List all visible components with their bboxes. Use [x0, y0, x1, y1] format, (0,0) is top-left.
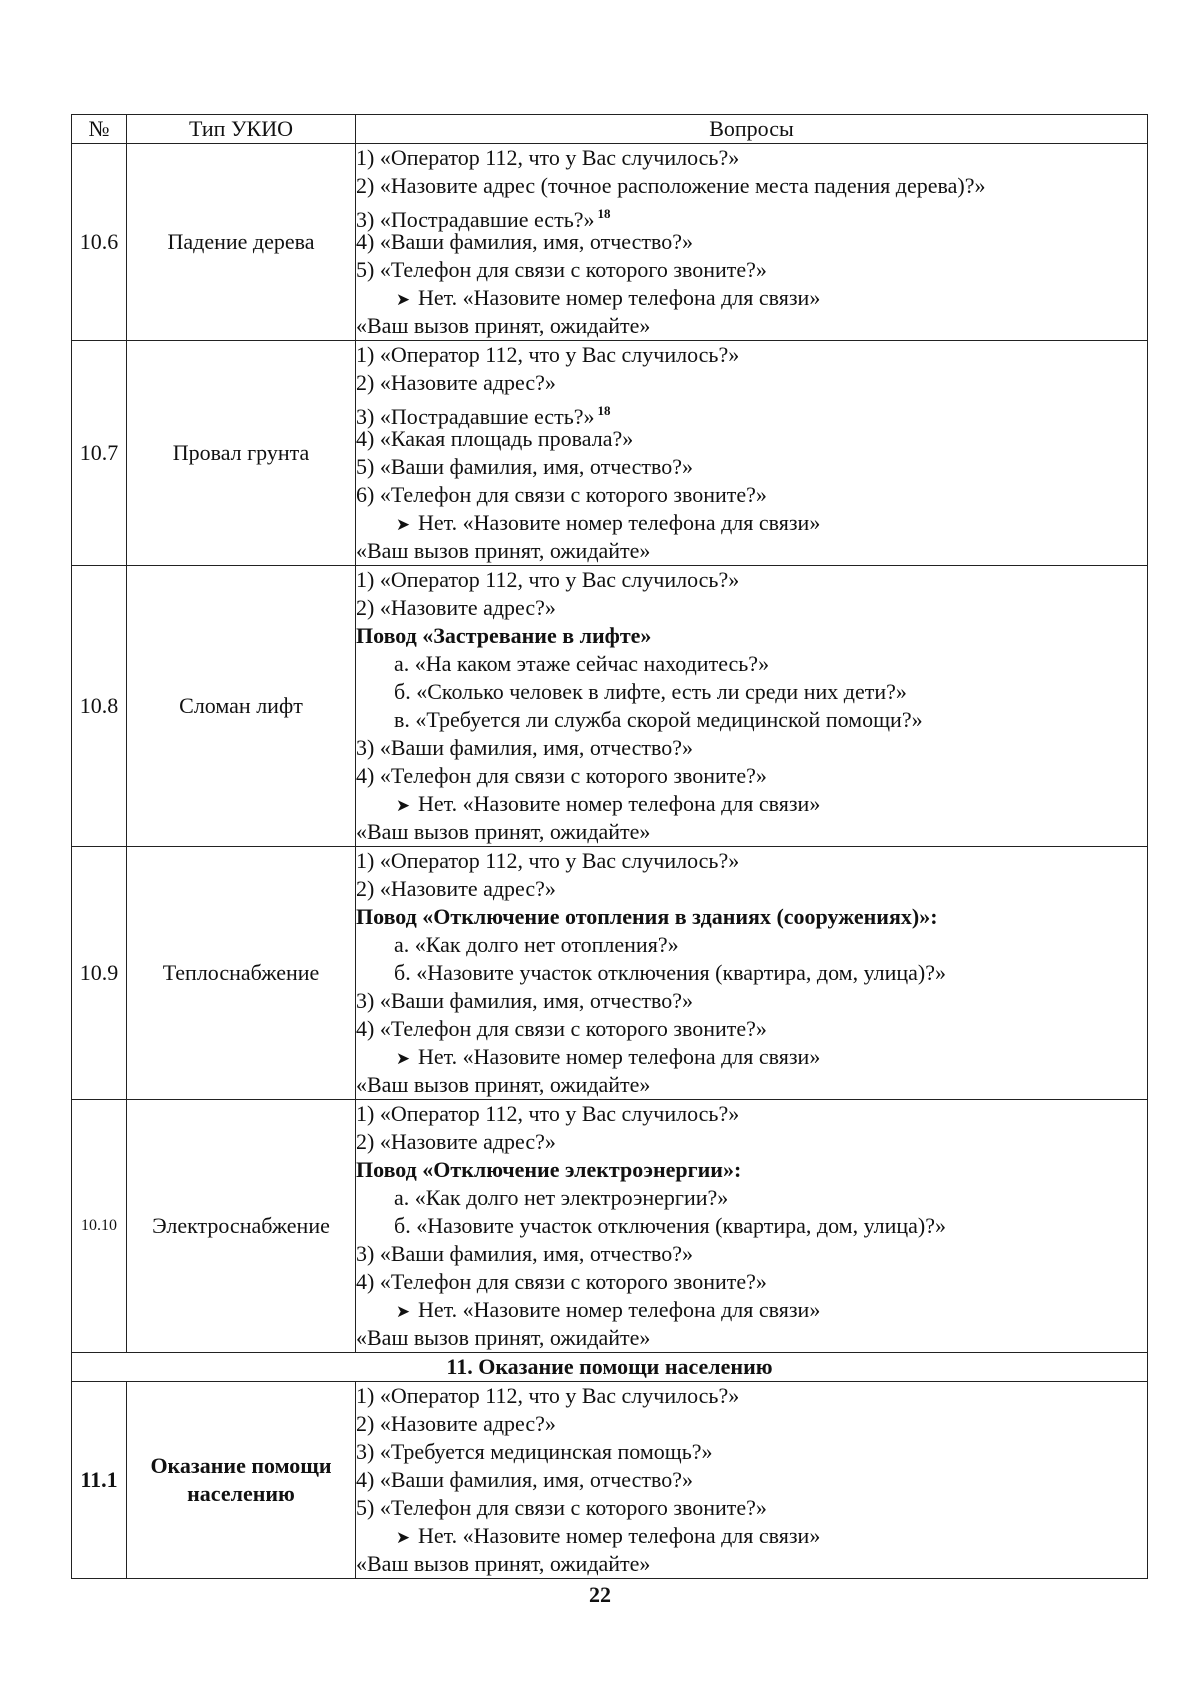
table-row [72, 341, 1148, 566]
question-text: Нет. «Назовите номер телефона для связи» [418, 791, 821, 816]
fallback-phone-line [356, 284, 1147, 312]
question-text: 5) «Телефон для связи с которого звоните?» [356, 257, 767, 282]
question-line [356, 1100, 1147, 1128]
question-text: Нет. «Назовите номер телефона для связи» [418, 1297, 821, 1322]
question-line [356, 875, 1147, 903]
question-text: 2) «Назовите адрес (точное расположение места падения дерева)?» [356, 173, 986, 198]
question-text: «Ваш вызов принят, ожидайте» [356, 1072, 651, 1097]
question-text: б. «Назовите участок отключения (квартира, дом, улица)?» [394, 1213, 946, 1238]
question-text: «Ваш вызов принят, ожидайте» [356, 1551, 651, 1576]
question-line [356, 1240, 1147, 1268]
question-text: 1) «Оператор 112, что у Вас случилось?» [356, 342, 740, 367]
question-line [356, 987, 1147, 1015]
sub-question [356, 706, 1147, 734]
question-line [356, 537, 1147, 565]
question-text: 1) «Оператор 112, что у Вас случилось?» [356, 1383, 740, 1408]
question-line [356, 256, 1147, 284]
question-text: 2) «Назовите адрес?» [356, 370, 556, 395]
question-line [356, 1128, 1147, 1156]
question-line [356, 566, 1147, 594]
question-text: Повод «Отключение отопления в зданиях (сооружениях)»: [356, 904, 938, 929]
row-type: Провал грунта [127, 341, 356, 566]
row-number: 10.9 [72, 847, 127, 1100]
footnote-marker: 18 [597, 403, 611, 418]
questions-table [71, 114, 1148, 1579]
question-text: б. «Сколько человек в лифте, есть ли среди них дети?» [394, 679, 907, 704]
sub-question [356, 931, 1147, 959]
row-number: 10.6 [72, 144, 127, 341]
question-line [356, 425, 1147, 453]
table-row [72, 1100, 1148, 1353]
right-arrowhead-icon: ➤ [395, 290, 411, 309]
fallback-phone-line [356, 509, 1147, 537]
question-line [356, 144, 1147, 172]
question-text: 2) «Назовите адрес?» [356, 595, 556, 620]
question-text: а. «На каком этаже сейчас находитесь?» [394, 651, 770, 676]
fallback-phone-line [356, 790, 1147, 818]
question-line [356, 397, 1147, 429]
question-text: 2) «Назовите адрес?» [356, 1129, 556, 1154]
row-type: Теплоснабжение [127, 847, 356, 1100]
question-text: 3) «Пострадавшие есть?» [356, 207, 595, 232]
sub-question [356, 1212, 1147, 1240]
row-type: Падение дерева [127, 144, 356, 341]
right-arrowhead-icon: ➤ [395, 1528, 411, 1547]
right-arrowhead-icon: ➤ [395, 1049, 411, 1068]
fallback-phone-line [356, 1043, 1147, 1071]
question-line [356, 818, 1147, 846]
table-row [72, 144, 1148, 341]
question-text: в. «Требуется ли служба скорой медицинской помощи?» [394, 707, 923, 732]
right-arrowhead-icon: ➤ [395, 515, 411, 534]
table-body [72, 144, 1148, 1579]
row-type: Электроснабжение [127, 1100, 356, 1353]
row-number: 11.1 [72, 1382, 127, 1579]
question-text: 2) «Назовите адрес?» [356, 1411, 556, 1436]
reason-heading [356, 622, 1147, 650]
question-text: 4) «Ваши фамилия, имя, отчество?» [356, 1467, 693, 1492]
reason-heading [356, 1156, 1147, 1184]
question-line [356, 1438, 1147, 1466]
table-header-row [72, 115, 1148, 144]
question-text: «Ваш вызов принят, ожидайте» [356, 313, 651, 338]
question-text: 3) «Ваши фамилия, имя, отчество?» [356, 735, 693, 760]
question-text: Повод «Отключение электроэнергии»: [356, 1157, 742, 1182]
header-type: Тип УКИО [127, 115, 356, 144]
question-text: Нет. «Назовите номер телефона для связи» [418, 510, 821, 535]
question-text: «Ваш вызов принят, ожидайте» [356, 538, 651, 563]
question-text: 5) «Ваши фамилия, имя, отчество?» [356, 454, 693, 479]
question-line [356, 1550, 1147, 1578]
question-text: 3) «Пострадавшие есть?» [356, 404, 595, 429]
question-line [356, 1324, 1147, 1352]
header-number: № [72, 115, 127, 144]
question-line [356, 734, 1147, 762]
row-number: 10.8 [72, 566, 127, 847]
row-questions [356, 341, 1148, 566]
sub-question [356, 650, 1147, 678]
row-questions [356, 1100, 1148, 1353]
question-text: 4) «Какая площадь провала?» [356, 426, 634, 451]
row-questions [356, 847, 1148, 1100]
question-text: а. «Как долго нет отопления?» [394, 932, 679, 957]
row-number: 10.7 [72, 341, 127, 566]
row-type: Оказание помощи населению [127, 1382, 356, 1579]
question-text: 2) «Назовите адрес?» [356, 876, 556, 901]
question-text: Нет. «Назовите номер телефона для связи» [418, 1044, 821, 1069]
sub-question [356, 1184, 1147, 1212]
fallback-phone-line [356, 1522, 1147, 1550]
table-row [72, 566, 1148, 847]
question-line [356, 1382, 1147, 1410]
section-row [72, 1353, 1148, 1382]
question-text: 4) «Телефон для связи с которого звоните?» [356, 1269, 767, 1294]
question-line [356, 1466, 1147, 1494]
question-line [356, 312, 1147, 340]
table-row [72, 1382, 1148, 1579]
reason-heading [356, 903, 1147, 931]
question-text: а. «Как долго нет электроэнергии?» [394, 1185, 729, 1210]
question-text: б. «Назовите участок отключения (квартира, дом, улица)?» [394, 960, 946, 985]
sub-question [356, 678, 1147, 706]
row-number: 10.10 [72, 1100, 127, 1353]
question-text: 1) «Оператор 112, что у Вас случилось?» [356, 848, 740, 873]
row-questions [356, 144, 1148, 341]
sub-question [356, 959, 1147, 987]
row-questions [356, 566, 1148, 847]
question-line [356, 1015, 1147, 1043]
question-line [356, 200, 1147, 232]
table-row [72, 847, 1148, 1100]
question-line [356, 172, 1147, 200]
fallback-phone-line [356, 1296, 1147, 1324]
question-text: «Ваш вызов принят, ожидайте» [356, 1325, 651, 1350]
row-type: Сломан лифт [127, 566, 356, 847]
question-line [356, 762, 1147, 790]
header-questions: Вопросы [356, 115, 1148, 144]
question-text: 6) «Телефон для связи с которого звоните?» [356, 482, 767, 507]
question-line [356, 594, 1147, 622]
question-text: 1) «Оператор 112, что у Вас случилось?» [356, 145, 740, 170]
right-arrowhead-icon: ➤ [395, 796, 411, 815]
question-text: 4) «Телефон для связи с которого звоните?» [356, 1016, 767, 1041]
question-line [356, 341, 1147, 369]
row-questions [356, 1382, 1148, 1579]
question-text: 5) «Телефон для связи с которого звоните?» [356, 1495, 767, 1520]
question-line [356, 1494, 1147, 1522]
question-text: 1) «Оператор 112, что у Вас случилось?» [356, 567, 740, 592]
question-text: 1) «Оператор 112, что у Вас случилось?» [356, 1101, 740, 1126]
question-text: 3) «Ваши фамилия, имя, отчество?» [356, 1241, 693, 1266]
question-line [356, 453, 1147, 481]
question-line [356, 1410, 1147, 1438]
question-text: «Ваш вызов принят, ожидайте» [356, 819, 651, 844]
question-text: Нет. «Назовите номер телефона для связи» [418, 1523, 821, 1548]
question-text: 4) «Телефон для связи с которого звоните?» [356, 763, 767, 788]
section-heading: 11. Оказание помощи населению [72, 1353, 1148, 1382]
question-line [356, 1268, 1147, 1296]
question-text: 3) «Ваши фамилия, имя, отчество?» [356, 988, 693, 1013]
question-text: Повод «Застревание в лифте» [356, 623, 652, 648]
question-line [356, 1071, 1147, 1099]
right-arrowhead-icon: ➤ [395, 1302, 411, 1321]
question-line [356, 481, 1147, 509]
footnote-marker: 18 [597, 206, 611, 221]
question-text: 3) «Требуется медицинская помощь?» [356, 1439, 713, 1464]
question-line [356, 228, 1147, 256]
page-number: 22 [589, 1582, 611, 1607]
question-line [356, 369, 1147, 397]
question-text: 4) «Ваши фамилия, имя, отчество?» [356, 229, 693, 254]
question-text: Нет. «Назовите номер телефона для связи» [418, 285, 821, 310]
question-line [356, 847, 1147, 875]
